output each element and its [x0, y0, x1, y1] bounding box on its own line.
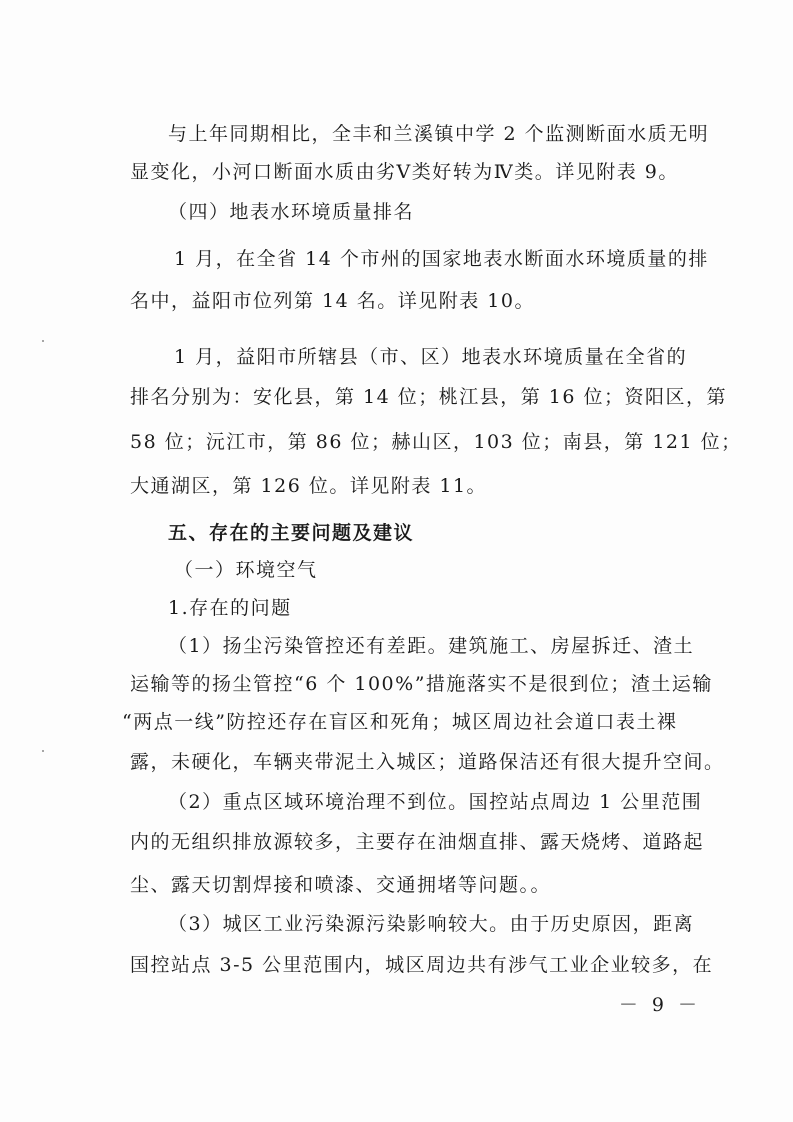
subsection-heading: （一）环境空气: [174, 559, 318, 581]
text-line: 1 月，在全省 14 个市州的国家地表水断面水环境质量的排: [174, 248, 709, 270]
text-line: 58 位；沅江市，第 86 位；赫山区，103 位；南县，第 121 位；: [130, 431, 742, 453]
text-line: 排名分别为：安化县，第 14 位；桃江县，第 16 位；资阳区，第: [130, 386, 728, 408]
text-line: 露，未硬化，车辆夹带泥土入城区；道路保洁还有很大提升空间。: [130, 751, 725, 773]
text-line: 显变化，小河口断面水质由劣Ⅴ类好转为Ⅳ类。详见附表 9。: [130, 161, 679, 183]
text-line: 尘、露天切割焊接和喷漆、交通拥堵等问题。。: [130, 874, 552, 896]
item-heading: 1.存在的问题: [168, 597, 292, 619]
text-line: （1）扬尘污染管控还有差距。建筑施工、房屋拆迁、渣土: [168, 635, 695, 657]
text-line: 与上年同期相比，全丰和兰溪镇中学 2 个监测断面水质无明: [168, 123, 710, 145]
text-line: 大通湖区，第 126 位。详见附表 11。: [130, 475, 488, 497]
text-line: 内的无组织排放源较多，主要存在油烟直排、露天烧烤、道路起: [130, 831, 705, 853]
text-line: 1 月，益阳市所辖县（市、区）地表水环境质量在全省的: [174, 346, 688, 368]
page-number: － 9 －: [618, 994, 701, 1016]
text-line: （2）重点区域环境治理不到位。国控站点周边 1 公里范围: [168, 791, 703, 813]
section-heading: 五、存在的主要问题及建议: [168, 522, 415, 544]
text-line: 名中，益阳市位列第 14 名。详见附表 10。: [130, 290, 535, 312]
text-line: “两点一线”防控还存在盲区和死角；城区周边社会道口表土裸: [122, 711, 678, 733]
scan-speck: [42, 750, 44, 752]
text-line: 运输等的扬尘管控“6 个 100%”措施落实不是很到位；渣土运输: [130, 673, 713, 695]
subsection-heading: （四）地表水环境质量排名: [168, 201, 415, 223]
text-line: 国控站点 3-5 公里范围内，城区周边共有涉气工业企业较多，在: [130, 954, 714, 976]
text-line: （3）城区工业污染源污染影响较大。由于历史原因，距离: [168, 913, 695, 935]
scan-speck: [42, 340, 44, 342]
